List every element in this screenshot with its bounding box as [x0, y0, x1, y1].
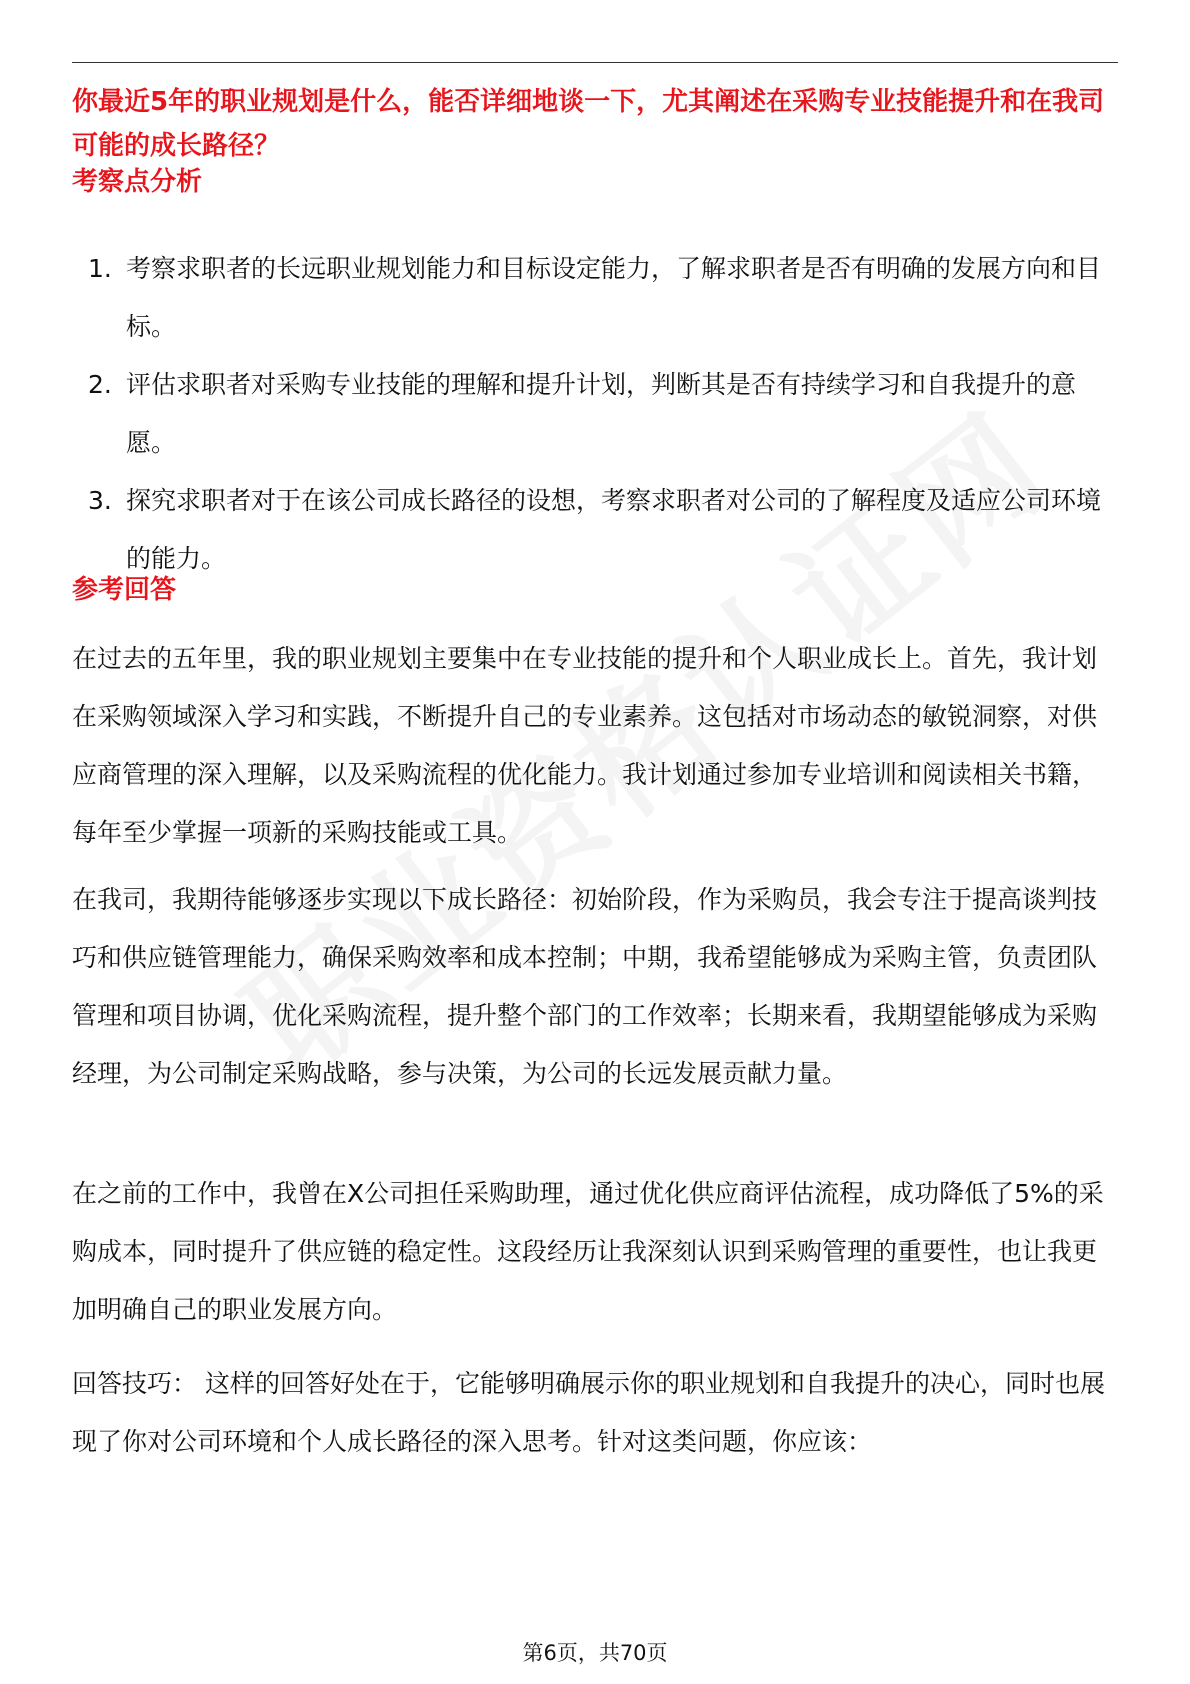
analysis-item-number: 3.: [88, 486, 112, 515]
analysis-item-text: 探究求职者对于在该公司成长路径的设想，考察求职者对公司的了解程度及适应公司环境的能力。: [126, 486, 1102, 573]
answer-paragraph-2: 在我司，我期待能够逐步实现以下成长路径：初始阶段，作为采购员，我会专注于提高谈判技巧和供应链管理能力，确保采购效率和成本控制；中期，我希望能够成为采购主管，负责团队管理和项目协调，优化采购流程，提升整个部门的工作效率；长期来看，我期望能够成为采购经理，为公司制定采购战略，参与决策，为公司的长远发展贡献力量。: [72, 885, 1098, 1088]
header-rule: [72, 62, 1118, 63]
analysis-item-3: [72, 472, 1118, 588]
page-number: 第6页，共70页: [522, 1641, 668, 1665]
analysis-item-text: 评估求职者对采购专业技能的理解和提升计划，判断其是否有持续学习和自我提升的意愿。: [126, 370, 1077, 457]
analysis-item-2: [72, 356, 1118, 472]
answer-tips-paragraph: 回答技巧： 这样的回答好处在于，它能够明确展示你的职业规划和自我提升的决心，同时也展现了你对公司环境和个人成长路径的深入思考。针对这类问题，你应该：: [72, 1369, 1105, 1456]
analysis-title: 考察点分析: [72, 167, 203, 197]
reference-title: 参考回答: [72, 575, 177, 605]
answer-paragraph-3: 在之前的工作中，我曾在X公司担任采购助理，通过优化供应商评估流程，成功降低了5%的采购成本，同时提升了供应链的稳定性。这段经历让我深刻认识到采购管理的重要性，也让我更加明确自己的职业发展方向。: [72, 1179, 1104, 1324]
analysis-item-text: 考察求职者的长远职业规划能力和目标设定能力，了解求职者是否有明确的发展方向和目标。: [126, 254, 1102, 341]
analysis-item-number: 1.: [88, 254, 112, 283]
analysis-list: [72, 240, 1118, 588]
answer-paragraph-1: 在过去的五年里，我的职业规划主要集中在专业技能的提升和个人职业成长上。首先，我计划在采购领域深入学习和实践，不断提升自己的专业素养。这包括对市场动态的敏锐洞察，对供应商管理的深入理解，以及采购流程的优化能力。我计划通过参加专业培训和阅读相关书籍，每年至少掌握一项新的采购技能或工具。: [72, 644, 1098, 847]
question-heading: 你最近5年的职业规划是什么，能否详细地谈一下，尤其阐述在采购专业技能提升和在我司可能的成长路径？: [72, 87, 1105, 161]
analysis-item-1: [72, 240, 1118, 356]
analysis-item-number: 2.: [88, 370, 112, 399]
